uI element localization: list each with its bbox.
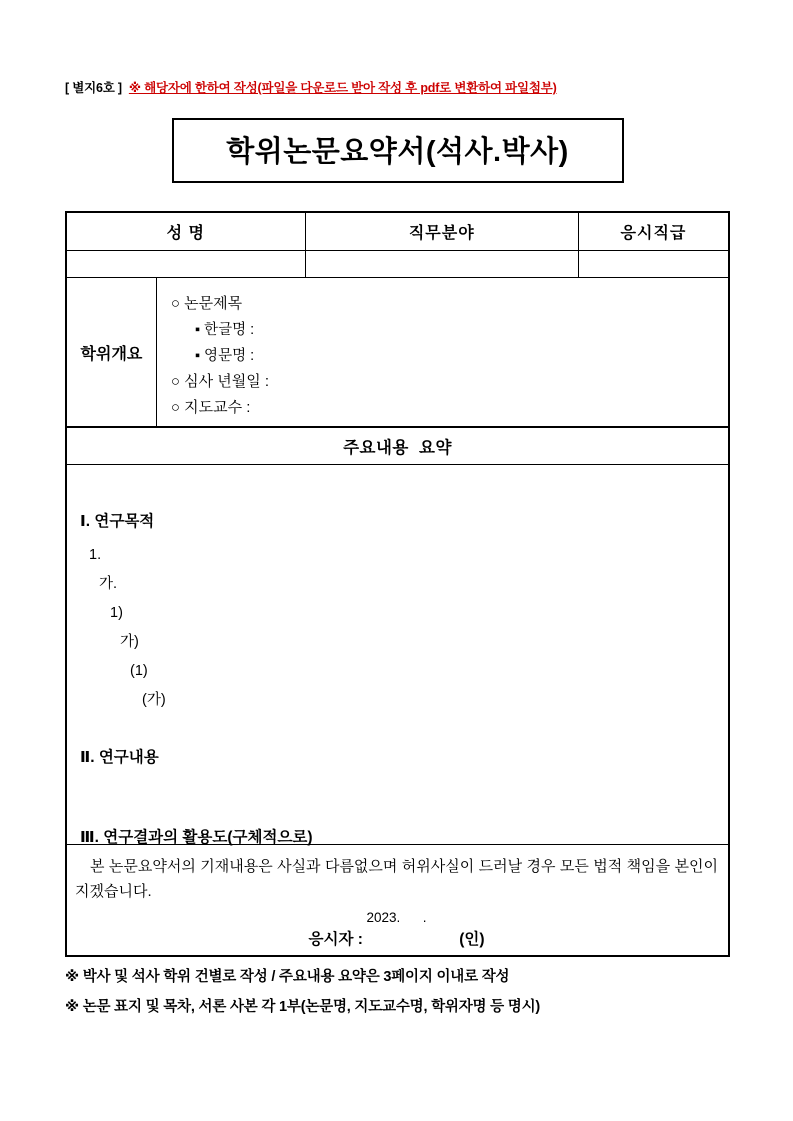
outline-item-6: (가) <box>142 692 166 708</box>
form-table <box>65 211 730 957</box>
outline-item-3: 1) <box>110 605 123 621</box>
outline-item-4: 가) <box>120 634 139 650</box>
declaration-row <box>67 845 728 955</box>
korean-title-line: ▪ 한글명 : <box>194 322 255 338</box>
seal-label: (인) <box>459 931 485 948</box>
value-exam-grade-cell <box>579 251 728 277</box>
form-notice-text: ※ 해당자에 한하여 작성(파일을 다운로드 받아 작성 후 pdf로 변환하여 파일첨부) <box>128 81 557 95</box>
section-2-title: Ⅱ. 연구내용 <box>80 749 159 766</box>
header-name: 성 명 <box>67 213 306 250</box>
summary-body <box>67 465 728 845</box>
degree-overview-row <box>67 278 728 428</box>
degree-overview-content <box>157 278 728 426</box>
form-header-line <box>65 78 730 96</box>
thesis-title-line: ○ 논문제목 <box>170 295 243 312</box>
outline-item-2: 가. <box>99 576 118 592</box>
review-date-line: ○ 심사 년월일 : <box>170 373 270 390</box>
footer-note-2: ※ 논문 표지 및 목차, 서론 사본 각 1부(논문명, 지도교수명, 학위자명 등 명시) <box>65 999 541 1015</box>
table-header-row <box>67 213 728 251</box>
header-job-field: 직무분야 <box>306 213 579 250</box>
document-title: 학위논문요약서(석사.박사) <box>226 136 569 168</box>
signature-line <box>75 927 718 949</box>
declaration-statement: 본 논문요약서의 기재내용은 사실과 다름없으며 허위사실이 드러날 경우 모든 법적 책임을 본인이 지겠습니다. <box>75 858 718 900</box>
table-value-row <box>67 251 728 278</box>
document-title-box <box>172 118 624 183</box>
summary-section-header: 주요내용 요약 <box>67 428 728 465</box>
value-job-field-cell <box>306 251 579 277</box>
header-exam-grade: 응시직급 <box>620 225 687 242</box>
degree-overview-label: 학위개요 <box>67 278 157 426</box>
english-title-line: ▪ 영문명 : <box>194 348 255 364</box>
footer-note-1: ※ 박사 및 석사 학위 건별로 작성 / 주요내용 요약은 3페이지 이내로 작성 <box>65 969 510 985</box>
value-name-cell <box>67 251 306 277</box>
footer-notes <box>65 962 730 1022</box>
advisor-line: ○ 지도교수 : <box>170 399 251 416</box>
section-3-title: Ⅲ. 연구결과의 활용도(구체적으로) <box>80 829 313 846</box>
signer-label: 응시자 : <box>308 931 363 948</box>
outline-item-1: 1. <box>89 547 102 563</box>
section-1-title: Ⅰ. 연구목적 <box>80 513 155 530</box>
form-number: [ 별지6호 ] <box>65 81 122 95</box>
declaration-date: 2023. . <box>366 910 427 925</box>
outline-item-5: (1) <box>130 663 148 679</box>
